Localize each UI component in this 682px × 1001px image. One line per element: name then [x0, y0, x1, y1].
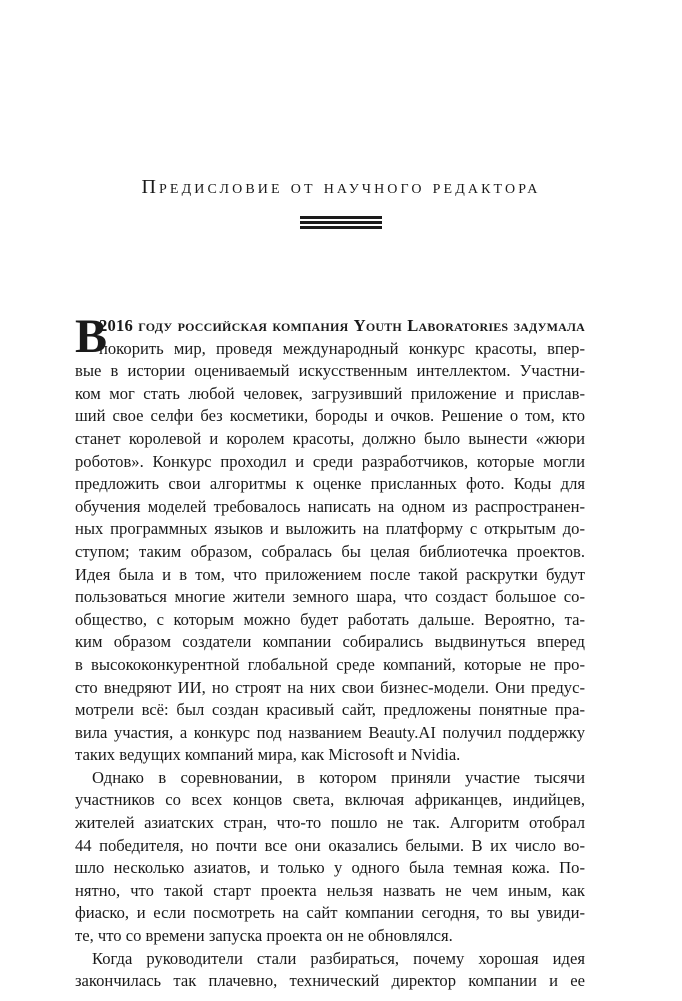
- paragraph-1-line-1: [75, 315, 585, 338]
- body-text: [75, 310, 585, 993]
- paragraph-1-line-18: мотрели всё: был создан красивый сайт, предложены понятные пра-: [75, 700, 585, 720]
- paragraph-1-line-15: ким образом создатели компании собирались выдвинуться вперед: [75, 632, 585, 652]
- paragraph-1-line-6: станет королевой и королем красоты, должно было вынести «жюри: [75, 428, 585, 448]
- paragraph-1-line-5: ший свое селфи без косметики, бороды и очков. Решение о том, кто: [75, 406, 585, 426]
- lead-in-caps: 2016 году российская компания Youth Laboratories задумала: [99, 316, 585, 335]
- paragraph-1-line-3: вые в истории оцениваемый искусственным интеллектом. Участни-: [75, 361, 585, 381]
- paragraph-2-line-4: 44 победителя, но почти все они оказались белыми. В их число во-: [75, 835, 585, 855]
- paragraph-2-line-7: фиаско, и если посмотреть на сайт компании сегодня, то вы увиди-: [75, 903, 585, 923]
- paragraph-1-line-16: в высококонкурентной глобальной среде компаний, которые не про-: [75, 654, 585, 674]
- paragraph-1-line-2: покорить мир, проведя международный конкурс красоты, впер-: [99, 338, 585, 358]
- ornament-line-middle: [300, 221, 382, 224]
- ornament-line-top: [300, 216, 382, 219]
- paragraph-2-line-6: нятно, что такой старт проекта нельзя назвать не чем иным, как: [75, 880, 585, 900]
- paragraph-1-line-19: вила участия, а конкурс под названием Beauty.AI получил поддержку: [75, 722, 585, 742]
- title-ornament-rule: [300, 216, 382, 232]
- ornament-line-bottom: [300, 226, 382, 229]
- paragraph-1-line-4: ком мог стать любой человек, загрузивший приложение и прислав-: [75, 383, 585, 403]
- paragraph-3-line-2: закончилась так плачевно, технический директор компании и ее: [75, 971, 585, 991]
- paragraph-1-line-13: пользоваться многие жители земного шара, что создаст большое со-: [75, 587, 585, 607]
- paragraph-1-line-8: предложить свои алгоритмы к оценке присланных фото. Коды для: [75, 474, 585, 494]
- paragraph-1-line-17: сто внедряют ИИ, но строят на них свои бизнес-модели. Они предус-: [75, 677, 585, 697]
- paragraph-2-line-8: те, что со времени запуска проекта он не обновлялся.: [75, 926, 453, 946]
- paragraph-2-line-1: Однако в соревновании, в котором приняли участие тысячи: [92, 767, 585, 787]
- paragraph-2-line-2: участников со всех концов света, включая африканцев, индийцев,: [75, 790, 585, 810]
- chapter-title: Предисловие от научного редактора: [141, 176, 541, 198]
- paragraph-1-line-12: Идея была и в том, что приложением после такой раскрутки будут: [75, 564, 585, 584]
- paragraph-1-line-7: роботов». Конкурс проходил и среди разработчиков, которые могли: [75, 451, 585, 471]
- paragraph-1-line-20: таких ведущих компаний мира, как Microsoft и Nvidia.: [75, 745, 461, 765]
- paragraph-1-line-14: общество, с которым можно будет работать дальше. Вероятно, та-: [75, 609, 585, 629]
- paragraph-2-line-5: шло несколько азиатов, и только у одного была темная кожа. По-: [75, 858, 585, 878]
- paragraph-2-line-3: жителей азиатских стран, что-то пошло не так. Алгоритм отобрал: [75, 813, 585, 833]
- paragraph-1-line-9: обучения моделей требовалось написать на одном из распространен-: [75, 496, 585, 516]
- paragraph-1-line-11: ступом; таким образом, собралась бы целая библиотечка проектов.: [75, 541, 585, 561]
- paragraph-1-line-10: ных программных языков и выложить на платформу с открытым до-: [75, 519, 585, 539]
- paragraph-3-line-1: Когда руководители стали разбираться, почему хорошая идея: [92, 948, 585, 968]
- drop-cap: В: [75, 310, 108, 363]
